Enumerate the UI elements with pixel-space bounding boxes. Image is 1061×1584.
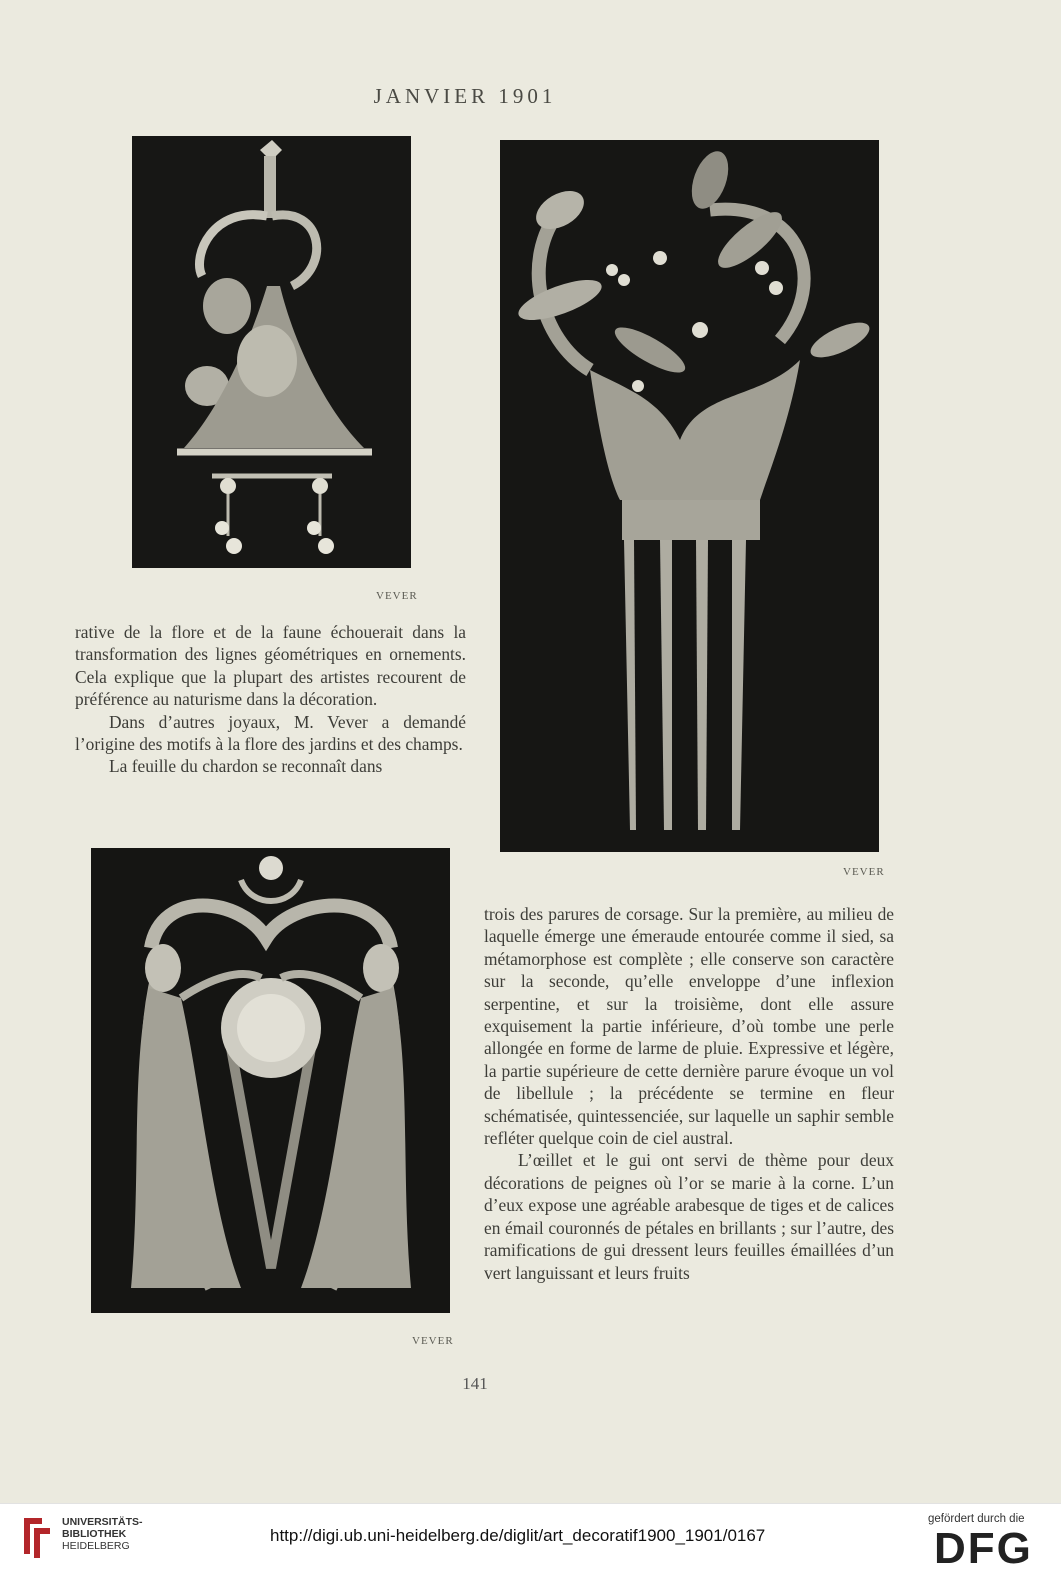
- page-number: 141: [462, 1374, 488, 1393]
- brooch-credit: VEVER: [412, 1335, 454, 1347]
- dfg-logo: DFG: [934, 1524, 1033, 1573]
- university-library-name: [62, 1516, 143, 1552]
- brooch-photo: [91, 848, 450, 1313]
- pendant-credit: VEVER: [376, 590, 418, 602]
- footer-bar: [0, 1503, 1061, 1584]
- library-line-3: HEIDELBERG: [62, 1540, 130, 1552]
- library-line-2: BIBLIOTHEK: [62, 1528, 127, 1540]
- left-paragraph-3: La feuille du chardon se reconnaît dans: [109, 756, 383, 777]
- funding-caption: gefördert durch die: [928, 1513, 1025, 1525]
- comb-illustration: [500, 140, 879, 852]
- left-column-text: [75, 621, 466, 778]
- university-library-logo-icon: [20, 1514, 54, 1560]
- left-paragraph-1: rative de la flore et de la faune échouerait dans la transformation des lignes géométriques en ornements. Cela explique que la plupart des artistes recourent de préférence au naturisme dans la décoration.: [75, 622, 466, 710]
- library-line-1: UNIVERSITÄTS-: [62, 1516, 143, 1528]
- brooch-illustration: [91, 848, 450, 1313]
- page-header: JANVIER 1901: [373, 84, 557, 108]
- right-paragraph-2: L’œillet et le gui ont servi de thème pour deux décorations de peignes où l’or se marie à la corne. L’un d’eux expose une agréable arabesque de tiges et de calices en émail couronnés de pétales en brillants ; sur l’autre, des ramifications de gui dressent leurs feuilles émaillées d’un vert languissant et leurs fruits: [484, 1150, 894, 1283]
- source-url-link[interactable]: http://digi.ub.uni-heidelberg.de/diglit/art_decoratif1900_1901/0167: [270, 1526, 766, 1545]
- right-column-text: [484, 903, 894, 1284]
- pendant-photo: [132, 136, 411, 568]
- pendant-illustration: [132, 136, 411, 568]
- right-paragraph-1: trois des parures de corsage. Sur la première, au milieu de laquelle émerge une émeraude entourée comme il sied, sa métamorphose est complète ; elle conserve son caractère sur la seconde, qu’elle enveloppe d’une inflexion serpentine, et sur la troisième, dont elle assure exquisement la partie inférieure, d’où tombe une perle allongée en forme de larme de pluie. Expressive et légère, la partie supérieure de cette dernière parure évoque un vol de libellule ; la précédente se termine en fleur schématisée, quintessenciée, sur laquelle un saphir semble refléter quelque coin de ciel austral.: [484, 904, 894, 1149]
- left-paragraph-2: Dans d’autres joyaux, M. Vever a demandé l’origine des motifs à la flore des jardins et des champs.: [75, 711, 466, 755]
- comb-credit: VEVER: [843, 866, 885, 878]
- comb-photo: [500, 140, 879, 852]
